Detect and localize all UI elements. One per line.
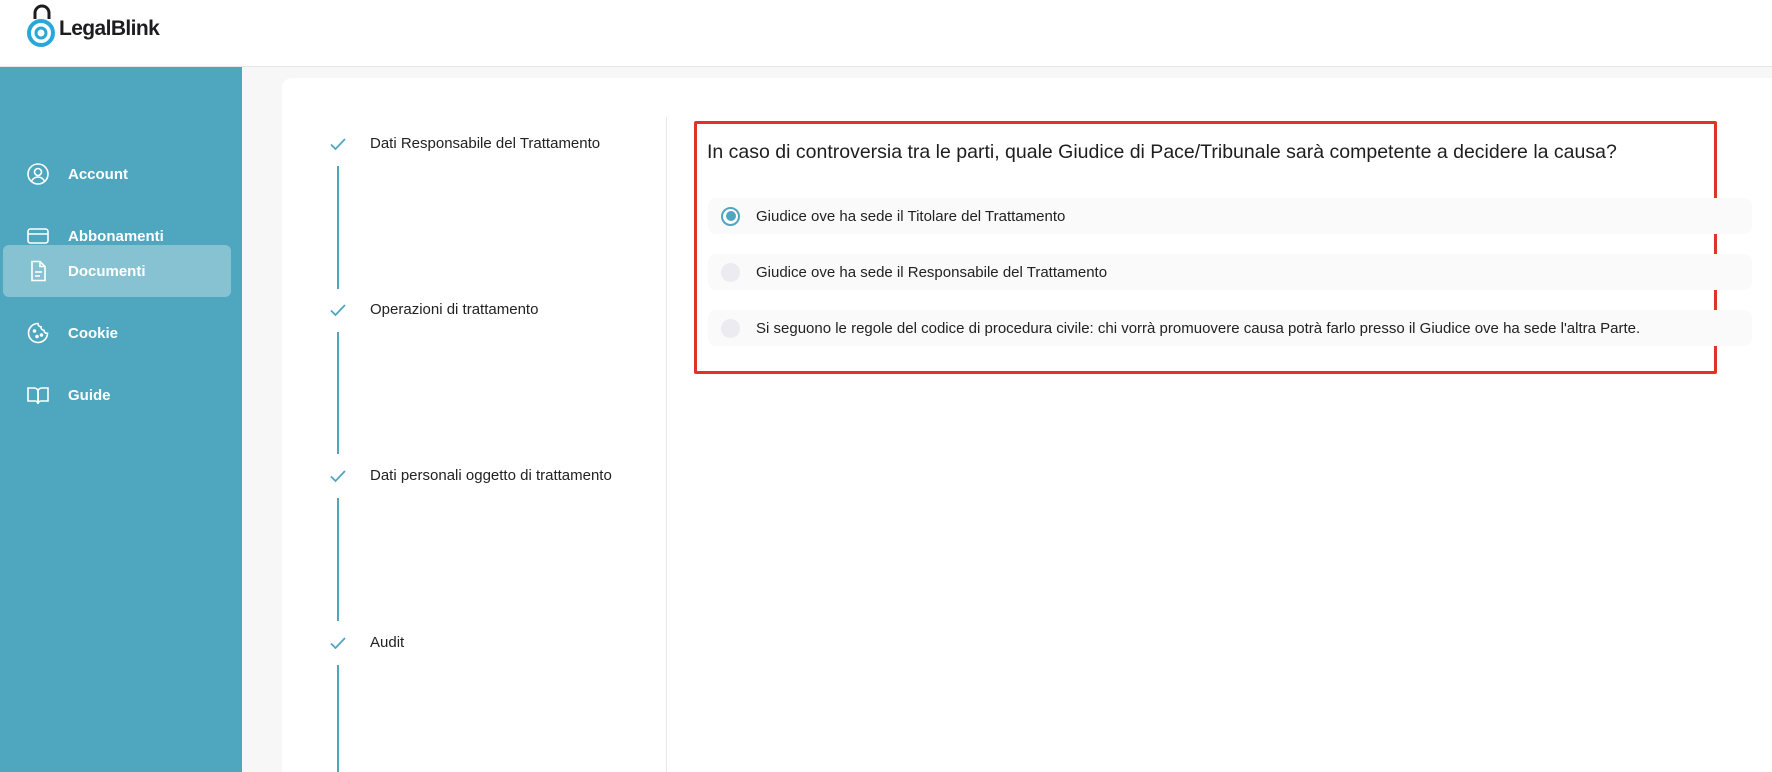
step-connector xyxy=(337,166,339,289)
sidebar-item-label: Cookie xyxy=(68,324,119,342)
question-text: In caso di controversia tra le parti, quale Giudice di Pace/Tribunale sarà competente a decidere la causa? xyxy=(707,141,1617,163)
check-icon xyxy=(328,633,348,653)
padlock-logo-icon xyxy=(27,3,57,49)
logo-text: LegalBlink xyxy=(59,17,160,40)
check-icon xyxy=(328,134,348,154)
step-label[interactable]: Operazioni di trattamento xyxy=(370,301,539,318)
document-icon xyxy=(25,258,51,284)
step-label[interactable]: Dati personali oggetto di trattamento xyxy=(370,467,612,484)
sidebar xyxy=(0,67,242,772)
sidebar-item-label: Documenti xyxy=(68,262,146,280)
legalblink-logo[interactable] xyxy=(27,2,159,50)
sidebar-item-label: Account xyxy=(68,165,128,183)
sidebar-item-label: Abbonamenti xyxy=(68,227,164,245)
stepper-divider xyxy=(666,117,667,772)
radio-option[interactable] xyxy=(708,254,1752,290)
top-bar xyxy=(0,0,1772,67)
sidebar-item-documenti[interactable] xyxy=(3,245,231,297)
sidebar-item-guide[interactable] xyxy=(3,369,231,421)
sidebar-item-cookie[interactable] xyxy=(3,307,231,359)
check-icon xyxy=(328,466,348,486)
step-label[interactable]: Audit xyxy=(370,634,405,651)
sidebar-item-account[interactable] xyxy=(3,148,231,200)
book-open-icon xyxy=(25,382,51,408)
option-label: Giudice ove ha sede il Titolare del Trattamento xyxy=(756,207,1066,225)
option-label: Giudice ove ha sede il Responsabile del Trattamento xyxy=(756,263,1108,281)
step-label[interactable]: Dati Responsabile del Trattamento xyxy=(370,135,601,152)
radio-button-selected[interactable] xyxy=(721,207,740,226)
cookie-icon xyxy=(25,320,51,346)
sidebar-item-label: Guide xyxy=(68,386,111,404)
radio-option[interactable] xyxy=(708,198,1752,234)
user-circle-icon xyxy=(25,161,51,187)
step-connector xyxy=(337,332,339,454)
check-icon xyxy=(328,300,348,320)
option-label: Si seguono le regole del codice di procedura civile: chi vorrà promuovere causa potrà farlo presso il Giudice ove ha sede l'altra Parte. xyxy=(756,319,1641,337)
step-connector xyxy=(337,498,339,621)
radio-option[interactable] xyxy=(708,310,1752,346)
radio-button[interactable] xyxy=(721,319,740,338)
radio-button[interactable] xyxy=(721,263,740,282)
step-connector xyxy=(337,665,339,772)
